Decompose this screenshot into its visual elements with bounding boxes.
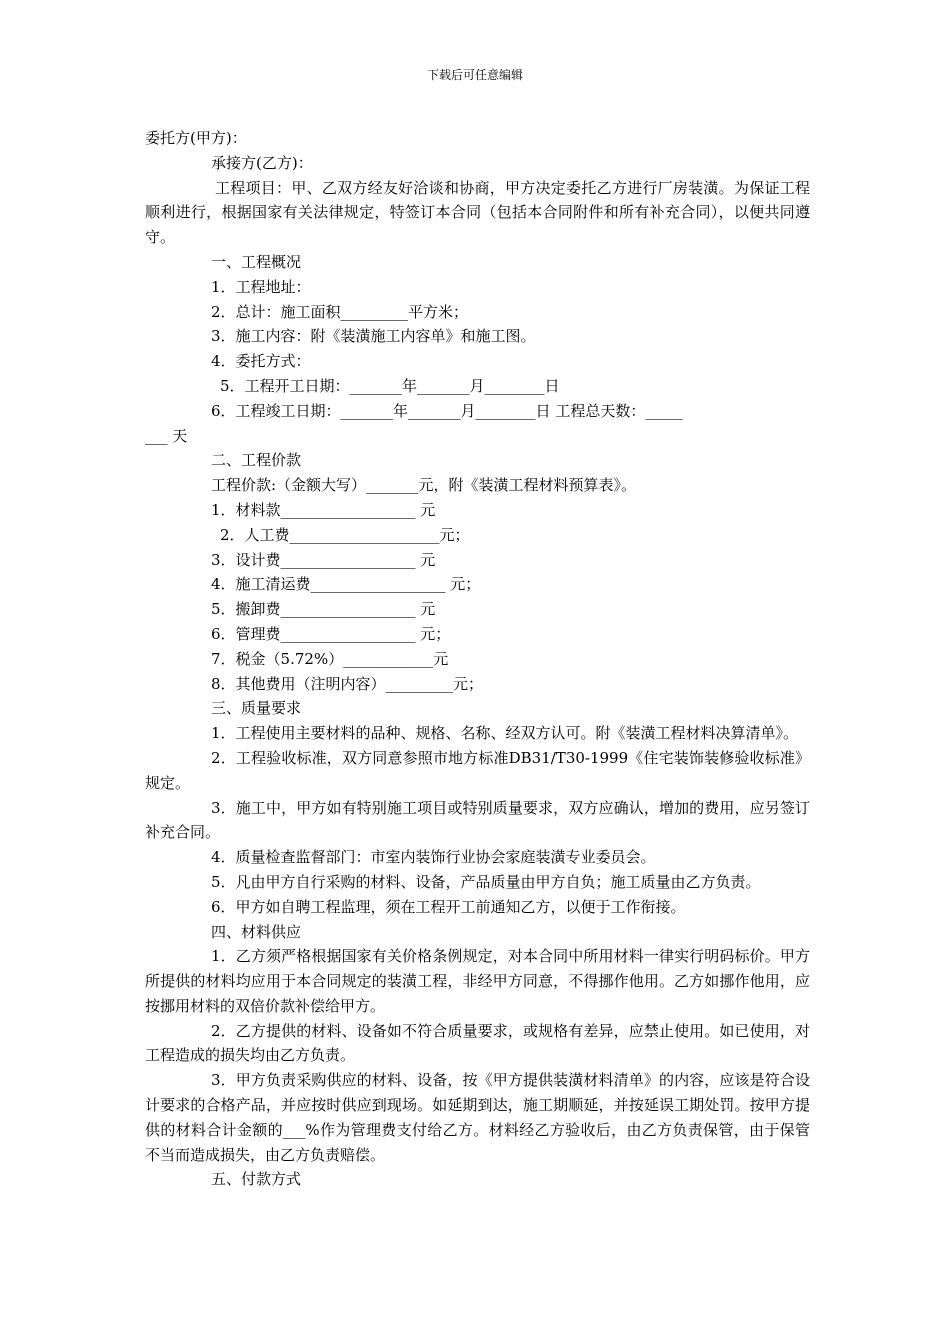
contract-paragraph: 3．施工中，甲方如有特别施工项目或特别质量要求，双方应确认，增加的费用，应另签订补充合同。: [145, 798, 810, 842]
contract-paragraph: 工程价款:（金额大写）_______元，附《装潢工程材料预算表》。: [211, 476, 637, 495]
contract-paragraph: 6．甲方如自聘工程监理，须在工程开工前通知乙方，以便于工作衔接。: [211, 897, 686, 916]
contract-paragraph: 1．工程地址：: [211, 277, 311, 296]
contract-paragraph: 8．其他费用（注明内容）_________元；: [211, 674, 484, 693]
contract-paragraph: 工程项目：甲、乙双方经友好洽谈和协商，甲方决定委托乙方进行厂房装潢。为保证工程顺利进行，根据国家有关法律规定，特签订本合同（包括本合同附件和所有补充合同），以便共同遵守。: [145, 178, 810, 247]
contract-paragraph: 1．工程使用主要材料的品种、规格、名称、经双方认可。附《装潢工程材料决算清单》。: [211, 724, 799, 743]
contract-paragraph: 3．施工内容：附《装潢施工内容单》和施工图。: [211, 327, 536, 346]
contract-paragraph: 一、工程概况: [211, 252, 302, 271]
contract-paragraph: 2．总计：施工面积_________平方米；: [211, 302, 469, 321]
contract-paragraph: 三、质量要求: [211, 699, 302, 718]
contract-paragraph: 2．工程验收标准，双方同意参照市地方标准DB31/T30-1999《住宅装饰装修验收标准》规定。: [145, 748, 810, 792]
contract-paragraph: 5．工程开工日期：_______年_______月________日: [220, 376, 560, 395]
contract-paragraph: 3．甲方负责采购供应的材料、设备，按《甲方提供装潢材料清单》的内容，应该是符合设计要求的合格产品，并应按时供应到现场。如延期到达，施工期顺延，并按延误工期处罚。按甲方提供的材料合计金额的___%作为管理费支付给乙方。材料经乙方验收后，由乙方负责保管，由于保管不当而造成损失，由乙方负责赔偿。: [145, 1071, 810, 1164]
contract-paragraph: 6．管理费__________________ 元；: [211, 624, 451, 643]
contract-paragraph: 3．设计费__________________ 元: [211, 550, 436, 569]
contract-body: [145, 126, 810, 1192]
contract-paragraph: ___ 天: [145, 426, 188, 445]
contract-paragraph: 四、材料供应: [211, 922, 302, 941]
contract-paragraph: 7．税金（5.72%）____________元: [211, 649, 449, 668]
contract-paragraph: 五、付款方式: [211, 1170, 302, 1189]
contract-paragraph: 2．乙方提供的材料、设备如不符合质量要求，或规格有差异，应禁止使用。如已使用，对工程造成的损失均由乙方负责。: [145, 1021, 810, 1065]
contract-paragraph: 6．工程竣工日期：_______年_______月________日 工程总天数：_____: [211, 401, 683, 420]
contract-paragraph: 1．材料款__________________ 元: [211, 500, 436, 519]
contract-paragraph: 委托方(甲方)：: [145, 129, 247, 147]
page-header-note: 下载后可任意编辑: [426, 68, 523, 82]
contract-paragraph: 4．施工清运费__________________ 元；: [211, 575, 481, 594]
contract-paragraph: 承接方(乙方)：: [211, 153, 313, 172]
contract-paragraph: 4．委托方式：: [211, 352, 311, 371]
contract-paragraph: 二、工程价款: [211, 451, 302, 470]
contract-paragraph: 1．乙方须严格根据国家有关价格条例规定，对本合同中所用材料一律实行明码标价。甲方所提供的材料均应用于本合同规定的装潢工程，非经甲方同意，不得挪作他用。乙方如挪作他用，应按挪用材料的双倍价款补偿给甲方。: [145, 947, 810, 1015]
contract-paragraph: 5．凡由甲方自行采购的材料、设备，产品质量由甲方自负；施工质量由乙方负责。: [211, 872, 761, 891]
contract-paragraph: 2．人工费____________________元；: [220, 525, 470, 544]
contract-paragraph: 4．质量检查监督部门：市室内装饰行业协会家庭装潢专业委员会。: [211, 848, 656, 867]
contract-paragraph: 5．搬卸费__________________ 元: [211, 600, 436, 619]
